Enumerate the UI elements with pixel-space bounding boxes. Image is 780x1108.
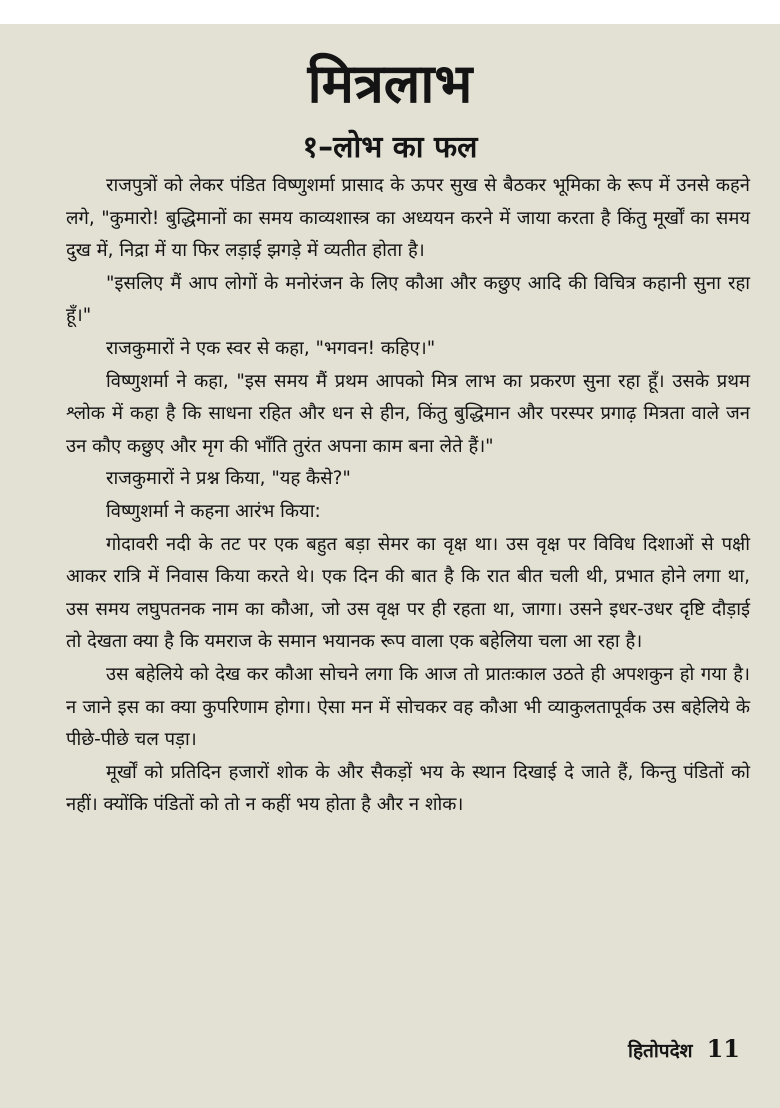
- footer-book-title: हितोपदेश: [628, 1040, 693, 1062]
- chapter-heading: १–लोभ का फल: [302, 130, 478, 165]
- paragraph: गोदावरी नदी के तट पर एक बहुत बड़ा सेमर का वृक्ष था। उस वृक्ष पर विविध दिशाओं से पक्षी आकर रात्रि में निवास किया करते थे। एक दिन की बात है कि रात बीत चली थी, प्रभात होने लगा था, उस समय लघुपतनक नाम का कौआ, जो उस वृक्ष पर ही रहता था, जागा। उसने इधर-उधर दृष्टि दौड़ाई तो देखता क्या है कि यमराज के समान भयानक रूप वाला एक बहेलिया चला आ रहा है।: [66, 533, 750, 653]
- paragraph: "इसलिए मैं आप लोगों के मनोरंजन के लिए कौआ और कछुए आदि की विचित्र कहानी सुना रहा हूँ।": [66, 272, 750, 327]
- paragraph: राजकुमारों ने प्रश्न किया, "यह कैसे?": [106, 468, 351, 490]
- page-top-margin: [0, 0, 780, 24]
- paragraph: विष्णुशर्मा ने कहा, "इस समय मैं प्रथम आपको मित्र लाभ का प्रकरण सुना रहा हूँ। उसके प्रथम श्लोक में कहा है कि साधना रहित और धन से हीन, किंतु बुद्धिमान और परस्पर प्रगाढ़ मित्रता वाले जन उन कौए कछुए और मृग की भाँति तुरंत अपना काम बना लेते हैं।": [66, 370, 750, 457]
- paragraph: राजपुत्रों को लेकर पंडित विष्णुशर्मा प्रासाद के ऊपर सुख से बैठकर भूमिका के रूप में उनसे कहने लगे, "कुमारो! बुद्धिमानों का समय काव्यशास्त्र का अध्ययन करने में जाया करता है किंतु मूर्खों का समय दुख में, निद्रा में या फिर लड़ाई झगड़े में व्यतीत होता है।: [66, 175, 750, 262]
- paragraph: मूर्खों को प्रतिदिन हजारों शोक के और सैकड़ों भय के स्थान दिखाई दे जाते हैं, किन्तु पंडितों को नहीं। क्योंकि पंडितों को तो न कहीं भय होता है और न शोक।: [66, 761, 750, 816]
- page-title: मित्रलाभ: [307, 52, 473, 115]
- paragraph: विष्णुशर्मा ने कहना आरंभ किया:: [106, 500, 321, 522]
- paragraph: राजकुमारों ने एक स्वर से कहा, "भगवन! कहिए।": [106, 337, 436, 359]
- page-footer: [628, 1034, 740, 1064]
- paragraph: उस बहेलिये को देख कर कौआ सोचने लगा कि आज तो प्रातःकाल उठते ही अपशकुन हो गया है। न जाने इस का क्या कुपरिणाम होगा। ऐसा मन में सोचकर वह कौआ भी व्याकुलतापूर्वक उस बहेलिये के पीछे-पीछे चल पड़ा।: [66, 663, 750, 751]
- body-text: [66, 170, 750, 822]
- page-number: 11: [706, 1034, 740, 1063]
